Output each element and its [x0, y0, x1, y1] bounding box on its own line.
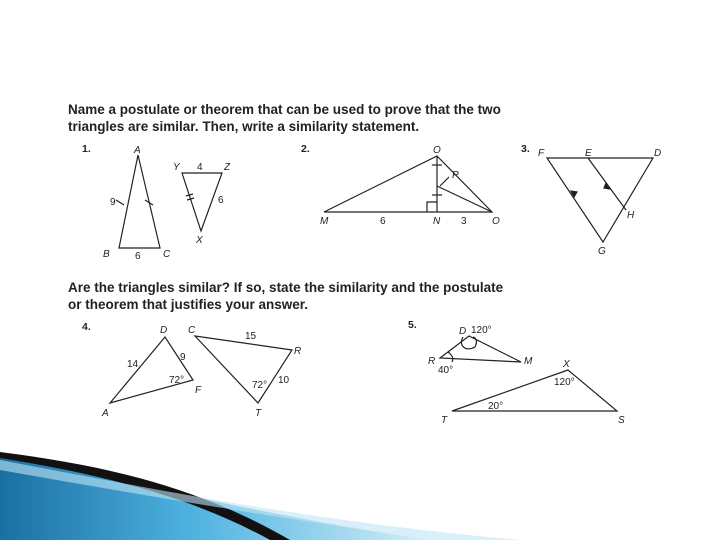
side-bc-length: 6	[135, 251, 141, 262]
angle-r-measure: 40°	[438, 365, 454, 376]
vertex-a-label: A	[134, 145, 141, 156]
triangle-abc	[119, 155, 160, 248]
point-h-label: H	[627, 210, 635, 221]
vertex-c-label: C	[188, 325, 196, 336]
triangle-fdg	[547, 158, 653, 242]
instructions-line-3: Are the triangles similar? If so, state the similarity and the postulate	[68, 280, 504, 295]
instructions-line-2: triangles are similar. Then, write a similarity statement.	[68, 119, 420, 134]
slide-decoration-swoosh	[0, 440, 720, 540]
problem-5	[408, 319, 625, 426]
triangle-crt	[195, 336, 292, 403]
problem-4	[82, 321, 301, 419]
instructions-line-1: Name a postulate or theorem that can be used to prove that the two	[68, 102, 501, 117]
problem-1	[82, 143, 231, 262]
vertex-f-label: F	[195, 385, 202, 396]
problem-1-number: 1.	[82, 143, 91, 155]
tick-mark-ab	[116, 200, 124, 205]
vertex-z-label: Z	[224, 162, 231, 173]
triangle-xts	[452, 370, 617, 411]
vertex-d-label: D	[654, 148, 662, 159]
problem-3-number: 3.	[521, 143, 530, 155]
problem-4-number: 4.	[82, 321, 91, 333]
angle-x-measure: 120°	[554, 377, 575, 388]
triangle-adf	[110, 337, 193, 403]
vertex-d-label: D	[160, 325, 168, 336]
vertex-m-label: M	[320, 216, 329, 227]
instructions-line-4: or theorem that justifies your answer.	[68, 297, 309, 312]
vertex-s-label: S	[618, 415, 625, 426]
vertex-t-label: T	[441, 415, 448, 426]
vertex-right-o-label: O	[492, 216, 500, 227]
vertex-a-label: A	[102, 408, 109, 419]
vertex-f-label: F	[538, 148, 545, 159]
vertex-y-label: Y	[173, 162, 180, 173]
problem-5-number: 5.	[408, 319, 417, 331]
segment-mn-length: 6	[380, 216, 386, 227]
right-angle-marker	[427, 202, 437, 212]
vertex-r-label: R	[294, 346, 302, 357]
vertex-t-label: T	[255, 408, 262, 419]
vertex-x-label: X	[196, 235, 203, 246]
side-zx-length: 6	[218, 195, 224, 206]
triangle-mo-o	[324, 156, 492, 212]
pointer-to-p	[440, 177, 449, 186]
angle-r-arc	[448, 352, 453, 362]
side-rt-length: 10	[278, 375, 290, 386]
problem-3	[521, 143, 661, 257]
vertex-d-label: D	[459, 326, 467, 337]
point-n-label: N	[433, 216, 441, 227]
segment-no-length: 3	[461, 216, 467, 227]
segment-po	[437, 186, 492, 212]
side-yz-length: 4	[197, 162, 203, 173]
side-ab-length: 9	[110, 197, 116, 208]
vertex-b-label: B	[103, 249, 110, 260]
vertex-r-label: R	[428, 356, 436, 367]
problem-2	[301, 143, 500, 227]
vertex-x-label: X	[563, 359, 570, 370]
point-e-label: E	[585, 148, 592, 159]
problem-2-number: 2.	[301, 143, 310, 155]
vertex-g-label: G	[598, 246, 606, 257]
vertex-top-o-label: O	[433, 145, 441, 156]
angle-t-measure: 20°	[488, 401, 504, 412]
side-df-length: 9	[180, 352, 186, 363]
triangle-xyz	[182, 173, 222, 231]
angle-f-measure: 72°	[169, 375, 185, 386]
point-p-label: P	[452, 170, 459, 181]
angle-d-measure: 120°	[471, 325, 492, 336]
side-cr-length: 15	[245, 331, 257, 342]
side-ad-length: 14	[127, 359, 139, 370]
angle-t-measure: 72°	[252, 380, 268, 391]
vertex-c-label: C	[163, 249, 171, 260]
vertex-m-label: M	[524, 356, 533, 367]
